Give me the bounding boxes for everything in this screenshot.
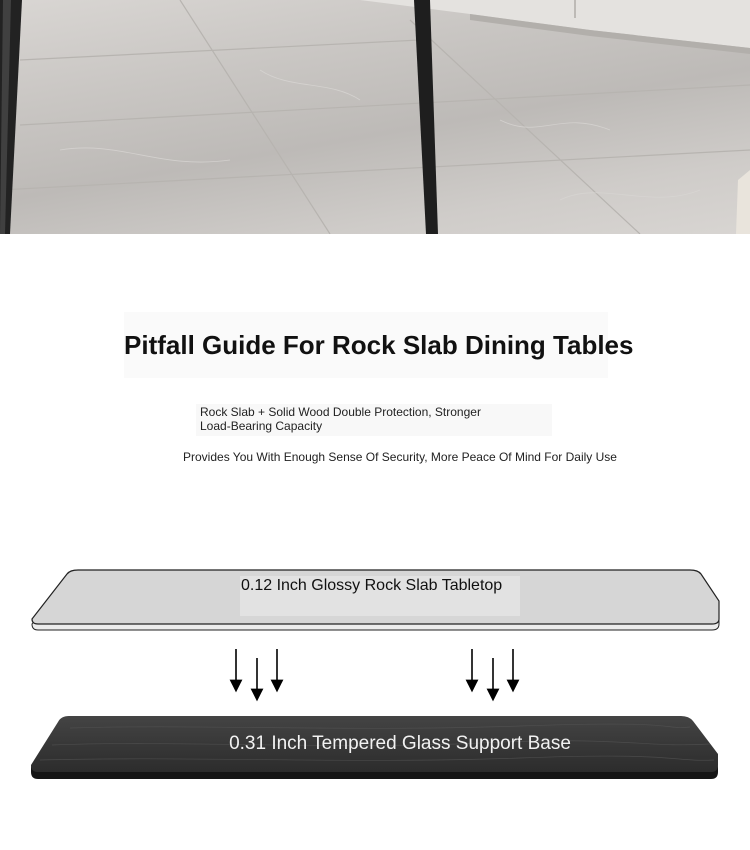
subtitle-line-1: Rock Slab + Solid Wood Double Protection, Stronger Load-Bearing Capacity xyxy=(200,405,481,433)
page-title: Pitfall Guide For Rock Slab Dining Tables xyxy=(124,330,634,360)
subtitle-line-2: Provides You With Enough Sense Of Security, More Peace Of Mind For Daily Use xyxy=(183,450,617,464)
top-layer-label: 0.12 Inch Glossy Rock Slab Tabletop xyxy=(241,577,503,594)
pressure-arrows-right xyxy=(472,649,513,695)
slab-label-panel xyxy=(240,576,520,616)
bottom-layer-label: 0.31 Inch Tempered Glass Support Base xyxy=(229,733,571,754)
pressure-arrows-left xyxy=(236,649,277,695)
